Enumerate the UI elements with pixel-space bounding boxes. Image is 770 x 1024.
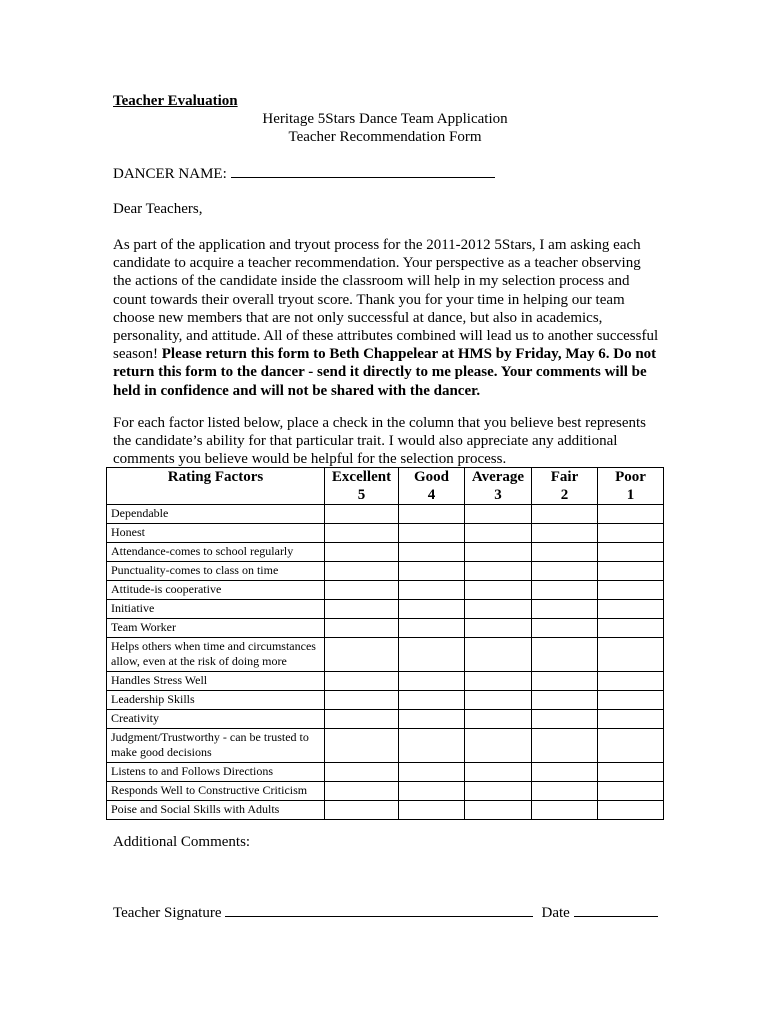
rating-check-cell[interactable]: [399, 543, 465, 562]
table-row: [107, 638, 664, 672]
rating-check-cell[interactable]: [465, 524, 532, 543]
rating-check-cell[interactable]: [325, 691, 399, 710]
table-row: [107, 619, 664, 638]
column-header: [325, 468, 399, 505]
rating-factor-label: Helps others when time and circumstances allow, even at the risk of doing more: [107, 638, 325, 672]
column-header: [598, 468, 664, 505]
rating-check-cell[interactable]: [399, 672, 465, 691]
rating-check-cell[interactable]: [598, 600, 664, 619]
dancer-name-row: [113, 165, 495, 183]
table-row: [107, 600, 664, 619]
rating-check-cell[interactable]: [465, 562, 532, 581]
table-row: [107, 562, 664, 581]
column-header: [465, 468, 532, 505]
table-row: [107, 672, 664, 691]
rating-table-body: [107, 505, 664, 820]
rating-check-cell[interactable]: [325, 638, 399, 672]
teacher-signature-label: Teacher Signature: [113, 905, 222, 921]
table-row: [107, 782, 664, 801]
rating-factor-label: Poise and Social Skills with Adults: [107, 801, 325, 820]
column-label: Excellent: [331, 469, 392, 485]
rating-factor-label: Attitude-is cooperative: [107, 581, 325, 600]
rating-check-cell[interactable]: [532, 782, 598, 801]
column-label: Average: [471, 469, 525, 485]
rating-check-cell[interactable]: [325, 543, 399, 562]
rating-check-cell[interactable]: [325, 619, 399, 638]
rating-check-cell[interactable]: [399, 505, 465, 524]
rating-check-cell[interactable]: [598, 543, 664, 562]
rating-check-cell[interactable]: [532, 763, 598, 782]
rating-check-cell[interactable]: [399, 763, 465, 782]
rating-check-cell[interactable]: [598, 619, 664, 638]
table-row: [107, 801, 664, 820]
form-subtitle-application: Heritage 5Stars Dance Team Application: [262, 111, 508, 127]
column-score: 5: [357, 487, 366, 503]
rating-check-cell[interactable]: [399, 562, 465, 581]
table-row: [107, 710, 664, 729]
column-label: Poor: [615, 469, 646, 485]
rating-check-cell[interactable]: [325, 600, 399, 619]
document-title: Teacher Evaluation: [113, 93, 238, 109]
rating-check-cell[interactable]: [532, 619, 598, 638]
column-label: Fair: [550, 469, 579, 485]
rating-check-cell[interactable]: [465, 638, 532, 672]
rating-check-cell[interactable]: [532, 672, 598, 691]
rating-check-cell[interactable]: [325, 672, 399, 691]
rating-check-cell[interactable]: [532, 524, 598, 543]
rating-check-cell[interactable]: [325, 729, 399, 763]
rating-check-cell[interactable]: [598, 581, 664, 600]
column-header: [399, 468, 465, 505]
rating-check-cell[interactable]: [399, 782, 465, 801]
rating-check-cell[interactable]: [598, 691, 664, 710]
rating-check-cell[interactable]: [532, 562, 598, 581]
rating-factor-label: Dependable: [107, 505, 325, 524]
rating-factor-label: Initiative: [107, 600, 325, 619]
column-header: [532, 468, 598, 505]
rating-check-cell[interactable]: [465, 543, 532, 562]
rating-check-cell[interactable]: [532, 729, 598, 763]
table-row: [107, 581, 664, 600]
rating-check-cell[interactable]: [465, 672, 532, 691]
rating-factor-label: Judgment/Trustworthy - can be trusted to make good decisions: [107, 729, 325, 763]
rating-table: [106, 467, 664, 820]
rating-check-cell[interactable]: [465, 619, 532, 638]
dancer-name-label: DANCER NAME:: [113, 166, 227, 182]
rating-instructions: For each factor listed below, place a check in the column that you believe best represents the candidate’s ability for that particular trait. I would also appreciate any additional comments you believe would be helpful for the selection process.: [113, 415, 646, 468]
rating-check-cell[interactable]: [598, 782, 664, 801]
return-instructions: Please return this form to Beth Chappelear at HMS by Friday, May 6. Do not return this form to the dancer - send it directly to me please. Your comments will be held in confidence and will not be shared with the dancer.: [113, 346, 657, 399]
rating-factor-label: Responds Well to Constructive Criticism: [107, 782, 325, 801]
teacher-signature-field[interactable]: [225, 904, 533, 917]
rating-check-cell[interactable]: [532, 505, 598, 524]
rating-check-cell[interactable]: [325, 763, 399, 782]
form-subtitle-recommendation: Teacher Recommendation Form: [288, 129, 482, 145]
rating-check-cell[interactable]: [465, 782, 532, 801]
column-score: 4: [427, 487, 436, 503]
dancer-name-field[interactable]: [231, 165, 495, 178]
rating-check-cell[interactable]: [465, 729, 532, 763]
rating-check-cell[interactable]: [399, 710, 465, 729]
rating-check-cell[interactable]: [598, 801, 664, 820]
rating-check-cell[interactable]: [598, 524, 664, 543]
rating-check-cell[interactable]: [532, 600, 598, 619]
table-row: [107, 763, 664, 782]
column-label: Good: [413, 469, 449, 485]
rating-check-cell[interactable]: [532, 801, 598, 820]
table-row: [107, 729, 664, 763]
rating-check-cell[interactable]: [399, 524, 465, 543]
intro-paragraph: [113, 236, 661, 400]
table-row: [107, 543, 664, 562]
rating-factor-label: Attendance-comes to school regularly: [107, 543, 325, 562]
intro-text: As part of the application and tryout process for the 2011-2012 5Stars, I am asking each candidate to acquire a teacher recommendation. Your perspective as a teacher observing the actions of the candidate inside the classroom will help in my selection process and count towards their overall tryout score. Thank you for your time in helping our team choose new members that are not only successful at dance, but also in academics, personality, and attitude. All of these attributes combined will lead us to another successful season!: [113, 237, 659, 363]
rating-header-row: [107, 468, 664, 505]
rating-check-cell[interactable]: [465, 691, 532, 710]
rating-check-cell[interactable]: [399, 691, 465, 710]
column-score: 2: [560, 487, 569, 503]
rating-check-cell[interactable]: [465, 505, 532, 524]
rating-check-cell[interactable]: [325, 782, 399, 801]
rating-check-cell[interactable]: [532, 543, 598, 562]
table-row: [107, 505, 664, 524]
rating-check-cell[interactable]: [465, 801, 532, 820]
rating-check-cell[interactable]: [465, 763, 532, 782]
rating-factor-label: Creativity: [107, 710, 325, 729]
column-score: 1: [626, 487, 635, 503]
rating-check-cell[interactable]: [325, 524, 399, 543]
rating-check-cell[interactable]: [598, 638, 664, 672]
rating-check-cell[interactable]: [532, 691, 598, 710]
rating-check-cell[interactable]: [465, 600, 532, 619]
table-row: [107, 691, 664, 710]
rating-check-cell[interactable]: [465, 710, 532, 729]
rating-check-cell[interactable]: [598, 505, 664, 524]
rating-factors-header: Rating Factors: [107, 468, 325, 505]
rating-factor-label: Honest: [107, 524, 325, 543]
rating-check-cell[interactable]: [598, 729, 664, 763]
rating-factor-label: Leadership Skills: [107, 691, 325, 710]
rating-check-cell[interactable]: [325, 562, 399, 581]
column-score: 3: [494, 487, 502, 503]
rating-check-cell[interactable]: [598, 562, 664, 581]
rating-check-cell[interactable]: [325, 505, 399, 524]
rating-factor-label: Team Worker: [107, 619, 325, 638]
date-label: Date: [541, 905, 570, 921]
additional-comments-label: Additional Comments:: [113, 834, 251, 850]
rating-check-cell[interactable]: [399, 581, 465, 600]
rating-factor-label: Punctuality-comes to class on time: [107, 562, 325, 581]
rating-check-cell[interactable]: [532, 710, 598, 729]
rating-check-cell[interactable]: [598, 710, 664, 729]
rating-factor-label: Handles Stress Well: [107, 672, 325, 691]
signature-row: [113, 904, 658, 922]
rating-check-cell[interactable]: [532, 638, 598, 672]
salutation: Dear Teachers,: [113, 201, 203, 217]
rating-check-cell[interactable]: [325, 801, 399, 820]
rating-check-cell[interactable]: [325, 581, 399, 600]
rating-check-cell[interactable]: [399, 729, 465, 763]
rating-check-cell[interactable]: [598, 763, 664, 782]
rating-check-cell[interactable]: [465, 581, 532, 600]
rating-check-cell[interactable]: [325, 710, 399, 729]
rating-check-cell[interactable]: [532, 581, 598, 600]
date-field[interactable]: [574, 904, 658, 917]
rating-check-cell[interactable]: [399, 638, 465, 672]
rating-check-cell[interactable]: [399, 801, 465, 820]
rating-factor-label: Listens to and Follows Directions: [107, 763, 325, 782]
rating-check-cell[interactable]: [399, 619, 465, 638]
table-row: [107, 524, 664, 543]
rating-check-cell[interactable]: [598, 672, 664, 691]
rating-check-cell[interactable]: [399, 600, 465, 619]
